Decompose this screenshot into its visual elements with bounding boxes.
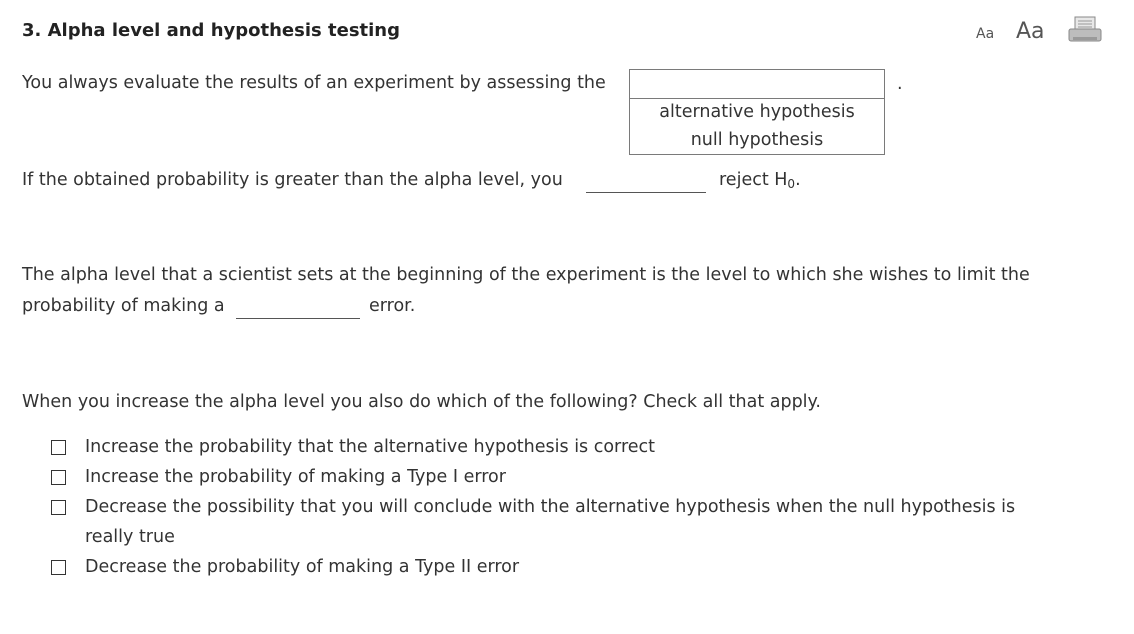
q3-blank-input[interactable]	[236, 296, 360, 319]
dropdown-option-alternative[interactable]: alternative hypothesis	[659, 102, 855, 122]
checkbox-option-1[interactable]	[51, 440, 66, 455]
hypothesis-dropdown[interactable]	[629, 69, 885, 155]
option-3-label-line1[interactable]: Decrease the possibility that you will conclude with the alternative hypothesis when the null hypothesis is	[85, 497, 1016, 517]
q1-period: .	[897, 74, 903, 94]
dropdown-option-null[interactable]: null hypothesis	[690, 130, 824, 150]
q3-statement-line1: The alpha level that a scientist sets at the beginning of the experiment is the level to which she wishes to limit the	[22, 265, 1030, 285]
q2-period: .	[795, 170, 801, 190]
q2-reject-text: reject H	[719, 170, 788, 190]
q2-statement: If the obtained probability is greater than the alpha level, you	[22, 170, 563, 190]
q4-prompt: When you increase the alpha level you also do which of the following? Check all that apply.	[22, 392, 821, 412]
q3-after-text: error.	[369, 296, 416, 316]
q3-statement-line2: probability of making a	[22, 296, 225, 316]
option-3-label-line2[interactable]: really true	[85, 527, 175, 547]
q2-blank-input[interactable]	[586, 170, 706, 193]
q2-after-text	[719, 170, 801, 191]
option-2-label[interactable]: Increase the probability of making a Type I error	[85, 467, 506, 487]
question-title: 3. Alpha level and hypothesis testing	[22, 20, 400, 41]
increase-font-button[interactable]: Aa	[1016, 19, 1045, 44]
decrease-font-button[interactable]: Aa	[976, 26, 995, 42]
option-1-label[interactable]: Increase the probability that the alternative hypothesis is correct	[85, 437, 656, 457]
checkbox-option-2[interactable]	[51, 470, 66, 485]
option-4-label[interactable]: Decrease the probability of making a Type II error	[85, 557, 520, 577]
checkbox-option-4[interactable]	[51, 560, 66, 575]
dropdown-selected-value[interactable]	[630, 70, 884, 99]
q1-statement: You always evaluate the results of an experiment by assessing the	[22, 73, 606, 93]
q2-h-subscript: 0	[787, 177, 796, 191]
checkbox-option-3[interactable]	[51, 500, 66, 515]
print-icon[interactable]	[1068, 16, 1102, 44]
